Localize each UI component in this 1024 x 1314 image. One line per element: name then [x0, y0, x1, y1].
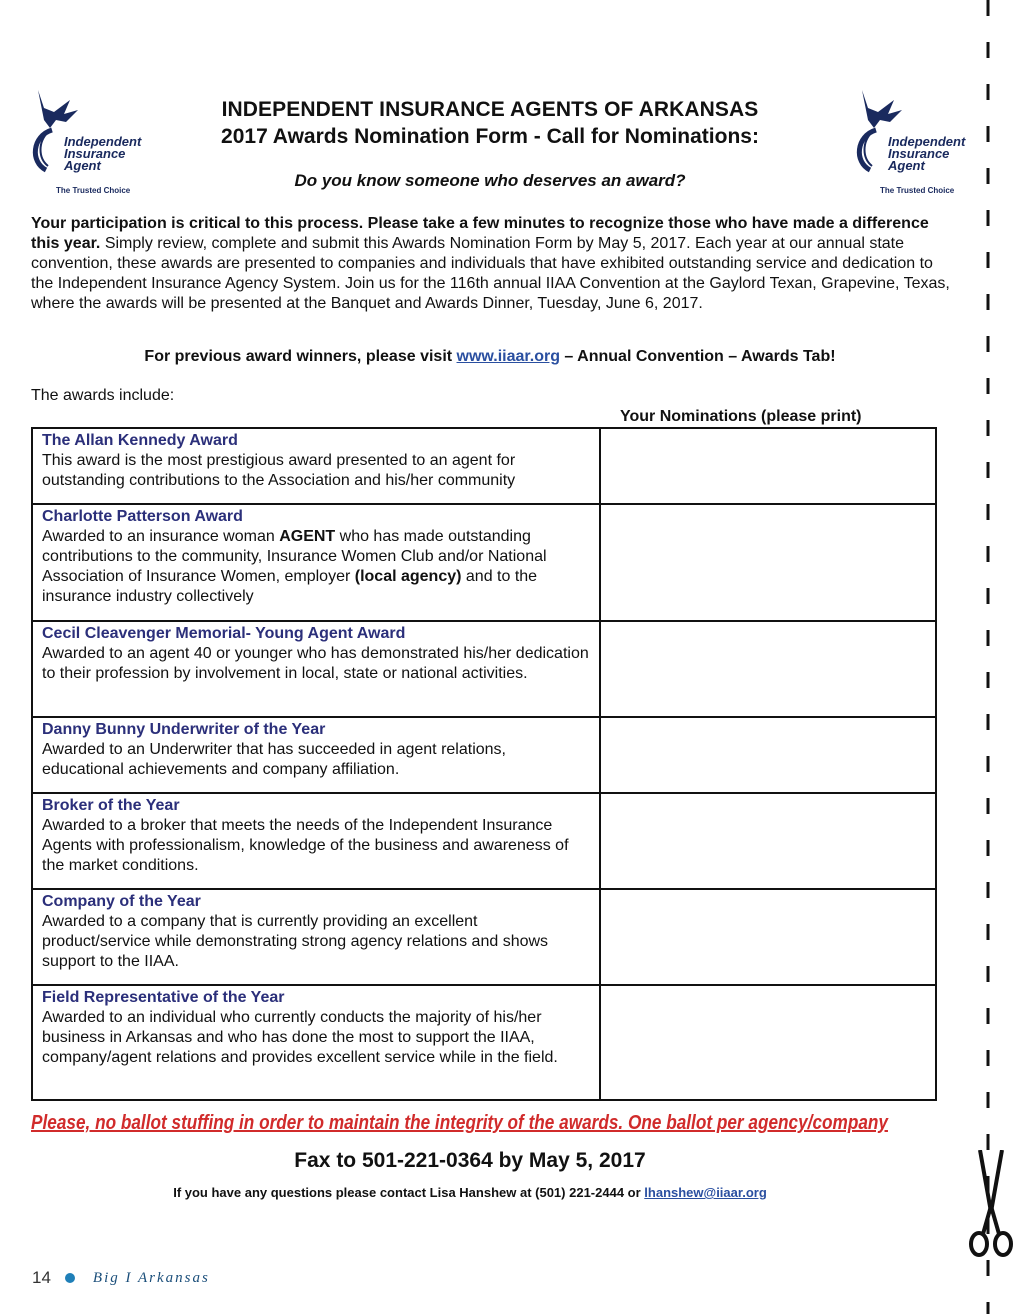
- previous-prefix: For previous award winners, please visit: [144, 348, 457, 365]
- iia-logo-left: [26, 90, 156, 200]
- award-description: Awarded to a company that is currently providing an excellent product/service while demonstrating strong agency relations and shows support to the IIAA.: [42, 913, 549, 970]
- award-description: Awarded to an insurance woman AGENT who has made outstanding contributions to the community, Insurance Women Club and/or National Association of Insurance Women, employer (local agency) and to the insurance industry collectively: [42, 528, 547, 605]
- eagle-logo-icon: [26, 90, 156, 190]
- logo-line2: Insurance: [888, 146, 950, 161]
- table-row: [32, 504, 936, 621]
- logo-line1: Independent: [888, 134, 966, 149]
- ballot-warning: Please, no ballot stuffing in order to maintain the integrity of the awards. One ballot per agency/company: [31, 1112, 888, 1134]
- logo-line1: Independent: [64, 134, 142, 149]
- logo-line3: Agent: [64, 158, 101, 173]
- table-row: [32, 621, 936, 717]
- form-header: [160, 98, 820, 191]
- previous-winners-line: [0, 348, 980, 366]
- logo-tagline: The Trusted Choice: [56, 186, 131, 195]
- nominations-column-header: Your Nominations (please print): [620, 408, 862, 425]
- org-title: INDEPENDENT INSURANCE AGENTS OF ARKANSAS: [221, 98, 759, 121]
- table-row: [32, 985, 936, 1100]
- nomination-input-cell[interactable]: [600, 793, 936, 889]
- intro-paragraph: [31, 214, 956, 314]
- table-row: [32, 793, 936, 889]
- award-description-cell: [32, 621, 600, 717]
- award-name: Company of the Year: [42, 893, 201, 910]
- cut-line: [984, 0, 992, 1314]
- logo-line3: Agent: [888, 158, 925, 173]
- logo-tagline: The Trusted Choice: [880, 186, 955, 195]
- award-description-cell: [32, 717, 600, 793]
- page-footer: [32, 1268, 210, 1288]
- table-row: [32, 717, 936, 793]
- contact-prefix: If you have any questions please contact Lisa Hanshew at (501) 221-2444 or: [173, 1185, 645, 1200]
- award-description: Awarded to an individual who currently conducts the majority of his/her business in Arkansas and who has done the most to support the IIAA, company/agent relations and provides excellent service while in the field.: [42, 1009, 558, 1066]
- award-name: Danny Bunny Underwriter of the Year: [42, 721, 326, 738]
- nomination-input-cell[interactable]: [600, 985, 936, 1100]
- award-name: Broker of the Year: [42, 797, 180, 814]
- contact-line: [0, 1185, 940, 1200]
- table-row: [32, 889, 936, 985]
- contact-email-link[interactable]: lhanshew@iiaar.org: [644, 1185, 767, 1200]
- nomination-input-cell[interactable]: [600, 428, 936, 504]
- eagle-logo-icon: [850, 90, 980, 190]
- award-description: This award is the most prestigious award presented to an agent for outstanding contributions to the Association and his/her community: [42, 452, 516, 489]
- award-description-cell: [32, 889, 600, 985]
- bullet-dot-icon: [65, 1273, 75, 1283]
- awards-table: [31, 427, 937, 1101]
- intro-body: Simply review, complete and submit this Awards Nomination Form by May 5, 2017. Each year at our annual state convention, these awards are presented to companies and individuals that have exhibited outstanding service and dedication to the Independent Insurance Agency System. Join us for the 116th annual IIAA Convention at the Gaylord Texan, Grapevine, Texas, where the awards will be presented at the Banquet and Awards Dinner, Tuesday, June 6, 2017.: [31, 235, 950, 312]
- logo-line2: Insurance: [64, 146, 126, 161]
- intro-bold: Your participation is critical to this process. Please take a few minutes to recognize those who have made a difference this year.: [31, 215, 929, 252]
- table-row: [32, 428, 936, 504]
- award-description-cell: [32, 504, 600, 621]
- award-description: Awarded to an Underwriter that has succeeded in agent relations, educational achievements and company affiliation.: [42, 741, 506, 778]
- award-description: Awarded to an agent 40 or younger who has demonstrated his/her dedication to their profession by involvement in local, state or national activities.: [42, 645, 589, 682]
- award-description-cell: [32, 793, 600, 889]
- award-description-cell: [32, 985, 600, 1100]
- award-description: Awarded to a broker that meets the needs of the Independent Insurance Agents with professionalism, knowledge of the business and awareness of the market conditions.: [42, 817, 569, 874]
- nomination-input-cell[interactable]: [600, 889, 936, 985]
- award-name: Cecil Cleavenger Memorial- Young Agent Award: [42, 625, 406, 642]
- iiaar-website-link[interactable]: www.iiaar.org: [456, 348, 560, 365]
- nomination-input-cell[interactable]: [600, 717, 936, 793]
- award-name: The Allan Kennedy Award: [42, 432, 238, 449]
- publication-name: Big I Arkansas: [92, 1269, 210, 1286]
- nomination-input-cell[interactable]: [600, 504, 936, 621]
- iia-logo-right: [850, 90, 980, 200]
- award-description-cell: [32, 428, 600, 504]
- nomination-input-cell[interactable]: [600, 621, 936, 717]
- form-title: 2017 Awards Nomination Form - Call for Nominations:: [221, 125, 759, 148]
- page-number: 14: [32, 1268, 51, 1287]
- form-question: Do you know someone who deserves an award?: [294, 171, 686, 190]
- fax-instruction: Fax to 501-221-0364 by May 5, 2017: [294, 1149, 646, 1172]
- award-name: Field Representative of the Year: [42, 989, 285, 1006]
- awards-include-label: The awards include:: [31, 387, 175, 404]
- previous-suffix: – Annual Convention – Awards Tab!: [559, 348, 836, 365]
- scissors-icon: [966, 1150, 1016, 1260]
- award-name: Charlotte Patterson Award: [42, 508, 243, 525]
